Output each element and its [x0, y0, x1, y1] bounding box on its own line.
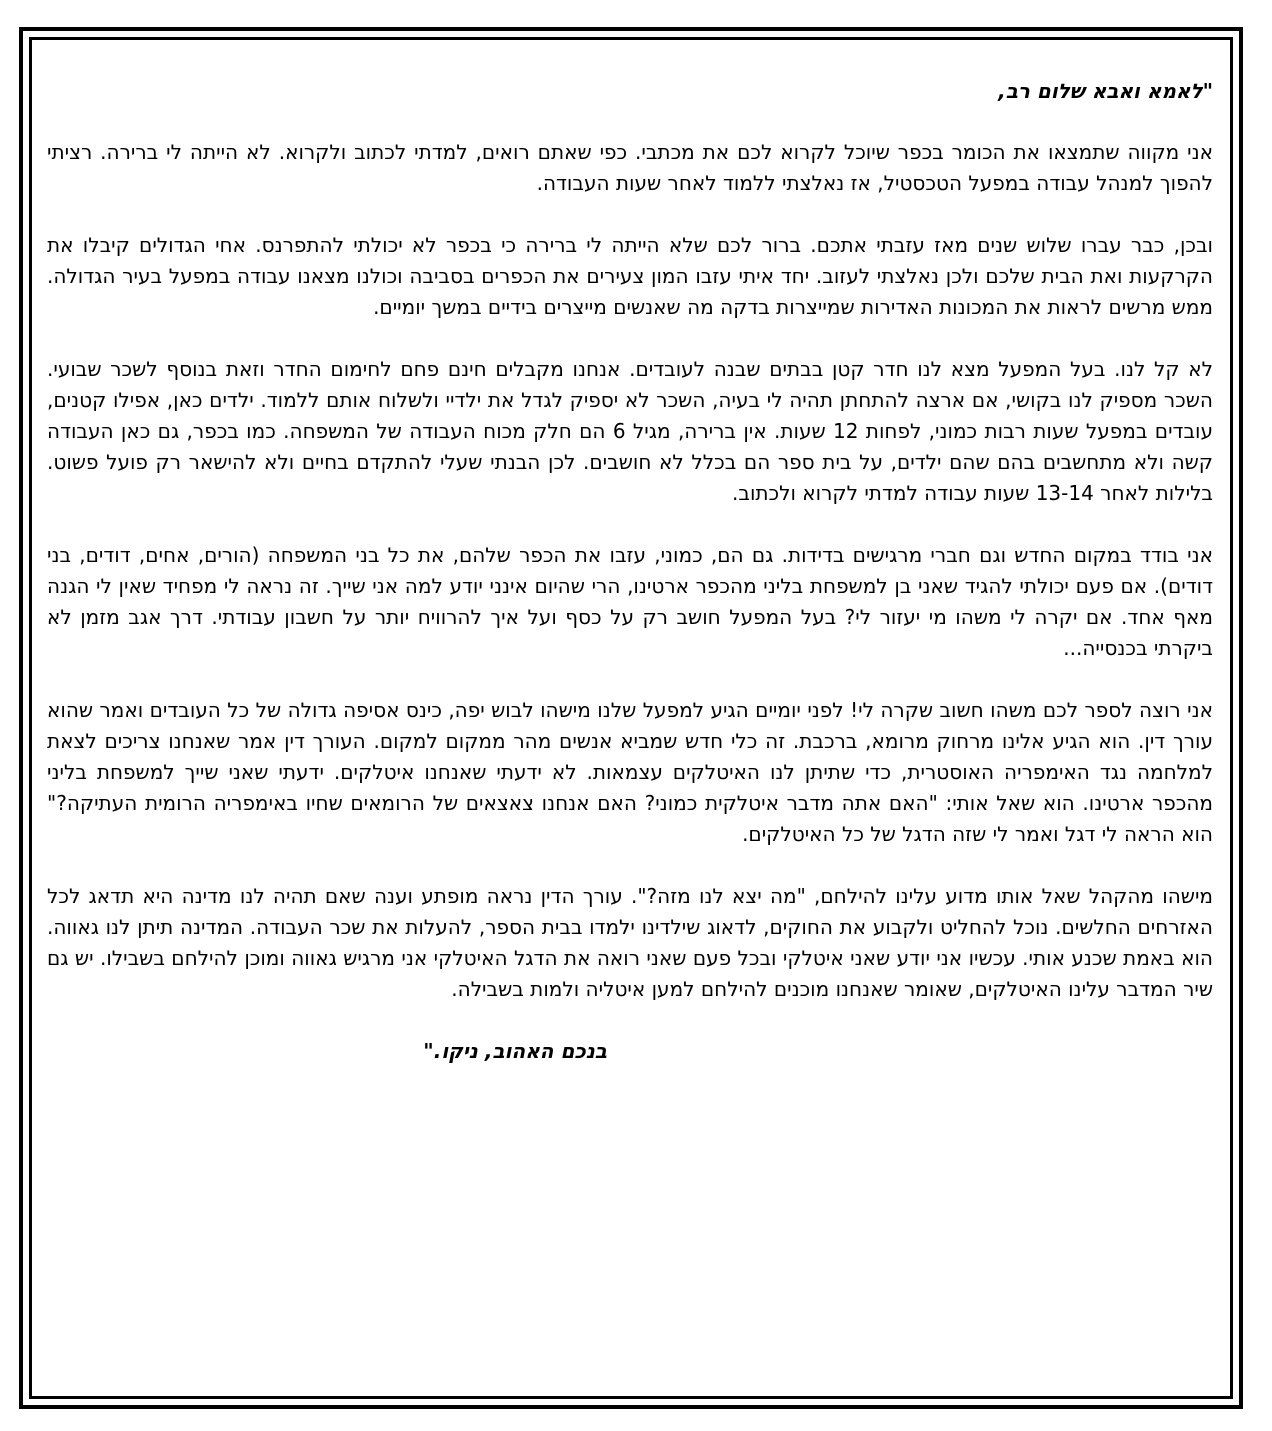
- letter-signature: בנכם האהוב, ניקו.": [423, 1039, 607, 1063]
- letter-paragraph-3: לא קל לנו. בעל המפעל מצא לנו חדר קטן בבתים שבנה לעובדים. אנחנו מקבלים חינם פחם לחימום החדר וזאת בנוסף לשכר שבועי. השכר מספיק לנו בקושי, אם ארצה להתחתן תהיה לי בעיה, השכר לא יספיק לגדל את ילדיי ולשלוח אותם ללמוד. ילדים כאן, אפילו קטנים, עובדים במפעל שעות רבות כמוני, לפחות 12 שעות. אין ברירה, מגיל 6 הם חלק מכוח העבודה של המשפחה. כמו בכפר, גם כאן העבודה קשה ולא מתחשבים בהם שהם ילדים, על בית ספר הם בכלל לא חושבים. לכן הבנתי שעלי להתקדם בחיים ולא להישאר רק פועל פשוט. בלילות לאחר 13-14 שעות עבודה למדתי לקרוא ולכתוב.: [47, 357, 1213, 505]
- letter-paragraph-1: אני מקווה שתמצאו את הכומר בכפר שיוכל לקרוא לכם את מכתבי. כפי שאתם רואים, למדתי לכתוב ולקרוא. לא הייתה לי ברירה. רציתי להפוך למנהל עבודה במפעל הטכסטיל, אז נאלצתי ללמוד לאחר שעות העבודה.: [47, 140, 1213, 195]
- letter-paragraph-4: אני בודד במקום החדש וגם חברי מרגישים בדידות. גם הם, כמוני, עזבו את הכפר שלהם, את כל בני המשפחה (הורים, אחים, דודים, בני דודים). אם פעם יכולתי להגיד שאני בן למשפחת בליני מהכפר ארטינו, הרי שהיום אינני יודע למה אני שייך. זה נראה לי מפחיד שאין לי הגנה מאף אחד. אם יקרה לי משהו מי יעזור לי? בעל המפעל חושב רק על כסף ועל איך להרוויח יותר על חשבון עבודתי. דרך אגב מזמן לא ביקרתי בכנסייה...: [47, 543, 1213, 660]
- letter-paragraph-5: אני רוצה לספר לכם משהו חשוב שקרה לי! לפני יומיים הגיע למפעל שלנו מישהו לבוש יפה, כינס אסיפה גדולה של כל העובדים ואמר שהוא עורך דין. הוא הגיע אלינו מרחוק מרומא, ברכבת. זה כלי חדש שמביא אנשים מהר ממקום למקום. העורך דין אמר שאנחנו צריכים לצאת למלחמה נגד האימפריה האוסטרית, כדי שתיתן לנו האיטלקים עצמאות. לא ידעתי שאנחנו איטלקים. ידעתי שאני שייך למשפחת בליני מהכפר ארטינו. הוא שאל אותי: "האם אתה מדבר איטלקית כמוני? האם אנחנו צאצאים של הרומאים שחיו באימפריה הרומית העתיקה?" הוא הראה לי דגל ואמר לי שזה הדגל של כל האיטלקים.: [47, 698, 1213, 846]
- letter-paragraph-6: מישהו מהקהל שאל אותו מדוע עלינו להילחם, "מה יצא לנו מזה?". עורך הדין נראה מופתע וענה שאם תהיה לנו מדינה היא תדאג לכל האזרחים החלשים. נוכל להחליט ולקבוע את החוקים, לדאוג שילדינו ילמדו בבית הספר, להעלות את שכר העבודה. המדינה תיתן לנו גאווה. הוא באמת שכנע אותי. עכשיו אני יודע שאני איטלקי ובכל פעם שאני רואה את הדגל האיטלקי אני מרגיש גאווה ומוכן להילחם בשבילו. יש גם שיר המדבר עלינו האיטלקים, שאומר שאנחנו מוכנים להילחם למען איטליה ולמות בשבילה.: [47, 884, 1213, 1001]
- letter-greeting: "לאמא ואבא שלום רב,: [998, 79, 1213, 103]
- letter-paragraph-2: ובכן, כבר עברו שלוש שנים מאז עזבתי אתכם. ברור לכם שלא הייתה לי ברירה כי בכפר לא יכולתי להתפרנס. אחי הגדולים קיבלו את הקרקעות ואת הבית שלכם ולכן נאלצתי לעזוב. יחד איתי עזבו המון צעירים את הכפרים בסביבה וכולנו מצאנו עבודה במפעל בעיר הגדולה. ממש מרשים לראות את המכונות האדירות שמייצרות בדקה מה שאנשים מייצרים בידיים במשך יומיים.: [47, 233, 1213, 319]
- letter-body: [47, 76, 1213, 1067]
